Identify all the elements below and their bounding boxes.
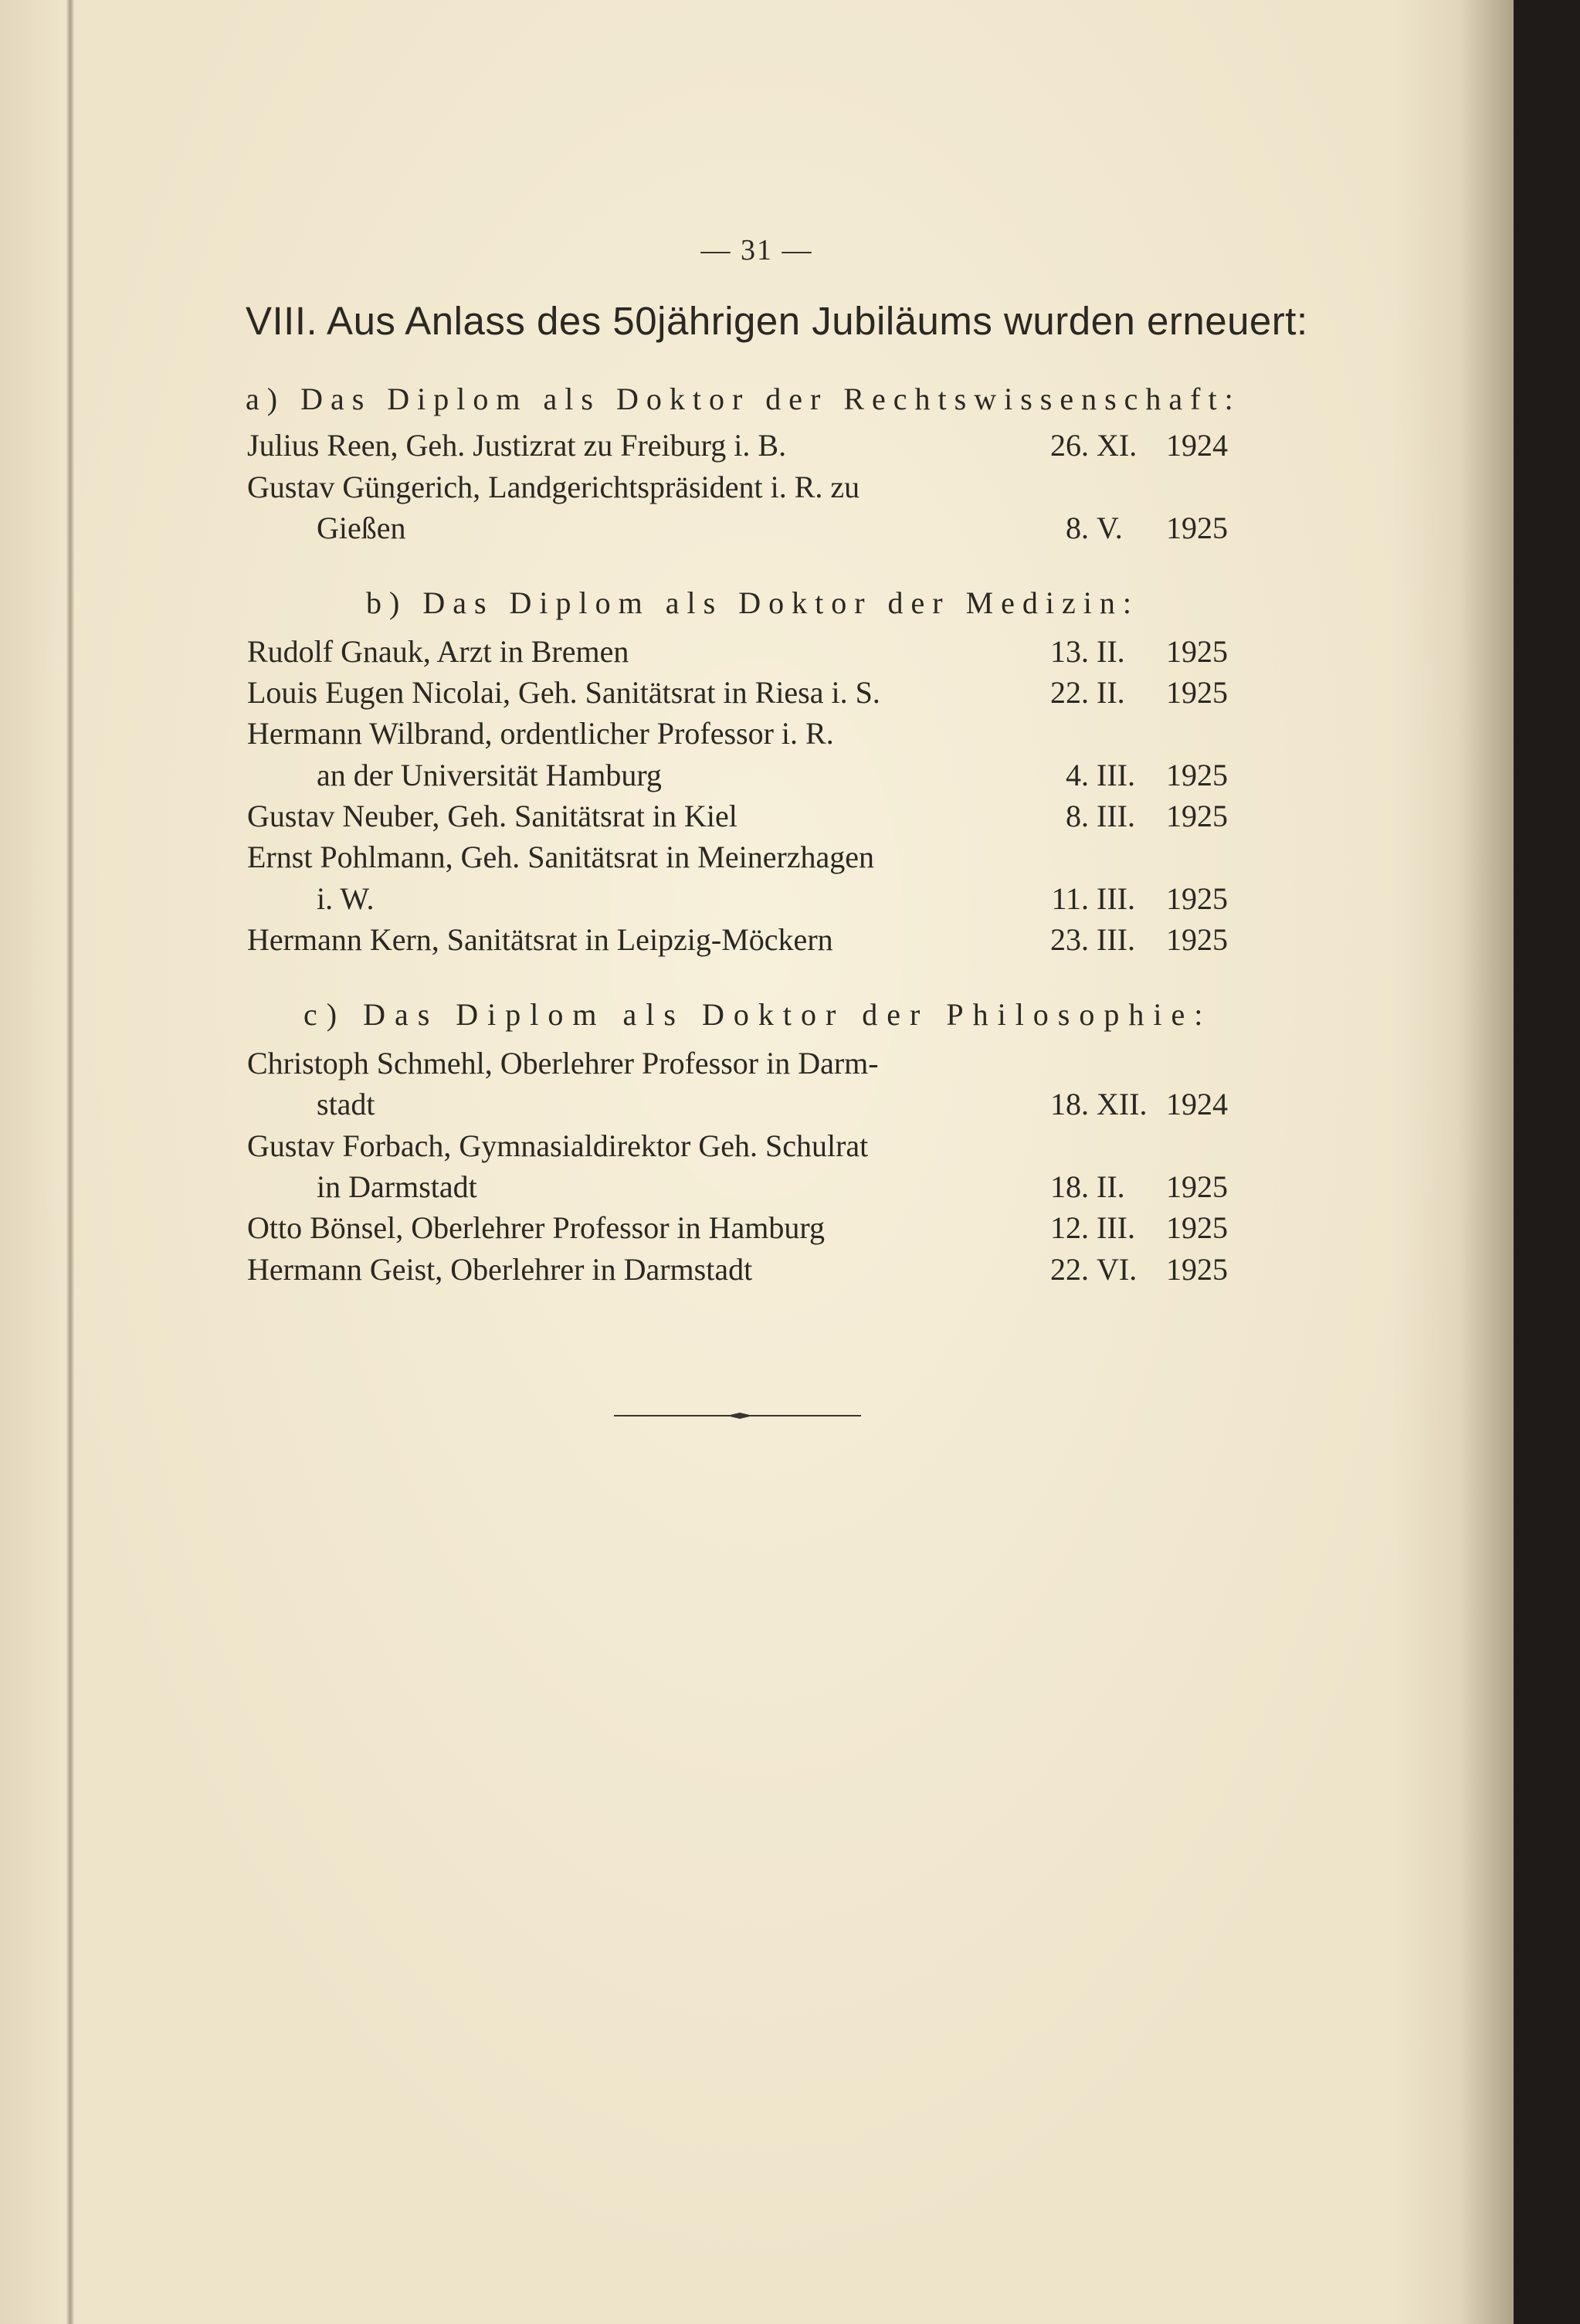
list-item xyxy=(247,510,1236,548)
entry-day: 22. xyxy=(1050,1252,1089,1287)
entry-day: 12. xyxy=(1050,1210,1089,1245)
entry-month: II. xyxy=(1097,675,1125,710)
entry-name: Hermann Kern, Sanitätsrat in Leipzig-Möckern xyxy=(247,922,833,957)
list-item xyxy=(247,921,1236,960)
list-item xyxy=(247,633,1236,672)
entry-day: 11. xyxy=(1051,881,1089,916)
entry-year: 1925 xyxy=(1166,758,1228,792)
entry-day: 18. xyxy=(1050,1087,1089,1121)
list-item xyxy=(247,839,1236,877)
entry-name: Gießen xyxy=(317,511,406,545)
entry-month: XI. xyxy=(1097,428,1138,463)
entry-year: 1925 xyxy=(1166,1169,1228,1204)
entry-name: an der Universität Hamburg xyxy=(317,758,662,792)
list-item xyxy=(247,674,1236,713)
entry-name: Gustav Neuber, Geh. Sanitätsrat in Kiel xyxy=(247,799,737,833)
section-b-title: b) Das Diplom als Doktor der Medizin: xyxy=(366,585,1139,620)
section-a-title: a) Das Diplom als Doktor der Rechtswissenschaft: xyxy=(246,382,1241,416)
entry-month: II. xyxy=(1097,1169,1125,1204)
entry-month: VI. xyxy=(1097,1252,1138,1287)
entry-year: 1925 xyxy=(1166,511,1228,545)
entry-name: Rudolf Gnauk, Arzt in Bremen xyxy=(247,634,629,669)
list-item xyxy=(247,798,1236,836)
entry-name: in Darmstadt xyxy=(317,1169,477,1204)
entry-day: 22. xyxy=(1050,675,1089,710)
section-c-title: c) Das Diplom als Doktor der Philosophie: xyxy=(303,997,1212,1032)
list-item xyxy=(247,880,1236,919)
list-item xyxy=(247,1209,1236,1248)
list-item xyxy=(247,469,1236,507)
entry-month: III. xyxy=(1097,758,1135,792)
list-item xyxy=(247,1128,1236,1166)
ornament-diamond xyxy=(727,1413,753,1419)
end-ornament xyxy=(614,1412,861,1420)
list-item xyxy=(247,1045,1236,1084)
entry-name: Otto Bönsel, Oberlehrer Professor in Hamburg xyxy=(247,1210,826,1245)
entry-name: Hermann Wilbrand, ordentlicher Professor i. R. xyxy=(247,716,834,751)
entry-name: Gustav Forbach, Gymnasialdirektor Geh. Schulrat xyxy=(247,1128,869,1163)
list-item xyxy=(247,1251,1236,1290)
entry-month: III. xyxy=(1097,1210,1135,1245)
list-item xyxy=(247,1086,1236,1125)
entry-name: Julius Reen, Geh. Justizrat zu Freiburg i. B. xyxy=(247,428,787,463)
entry-name: i. W. xyxy=(317,881,375,916)
page-gutter xyxy=(66,0,74,2324)
entry-day: 23. xyxy=(1050,922,1089,957)
entry-month: XII. xyxy=(1097,1087,1148,1121)
entry-day: 26. xyxy=(1050,428,1089,463)
page-number: — 31 — xyxy=(700,234,813,266)
book-edge xyxy=(1514,0,1580,2324)
list-item xyxy=(247,1169,1236,1207)
entry-month: III. xyxy=(1097,799,1135,833)
entry-day: 18. xyxy=(1050,1169,1089,1204)
entry-year: 1925 xyxy=(1166,922,1228,957)
entry-name: Louis Eugen Nicolai, Geh. Sanitätsrat in Riesa i. S. xyxy=(247,675,880,710)
entry-year: 1924 xyxy=(1166,428,1228,463)
entry-year: 1925 xyxy=(1166,881,1228,916)
entry-year: 1925 xyxy=(1166,1252,1228,1287)
entry-month: II. xyxy=(1097,634,1125,669)
entry-day: 4. xyxy=(1066,758,1089,792)
entry-year: 1924 xyxy=(1166,1087,1228,1121)
section-heading: VIII. Aus Anlass des 50jährigen Jubiläums wurden erneuert: xyxy=(246,299,1308,343)
entry-name: stadt xyxy=(317,1087,375,1121)
entry-day: 8. xyxy=(1066,511,1089,545)
entry-month: III. xyxy=(1097,922,1135,957)
entry-day: 8. xyxy=(1066,799,1089,833)
list-item xyxy=(247,427,1236,466)
page-edge-shadow xyxy=(1460,0,1514,2324)
entry-year: 1925 xyxy=(1166,634,1228,669)
entry-month: V. xyxy=(1097,511,1123,545)
entry-name: Ernst Pohlmann, Geh. Sanitätsrat in Meinerzhagen xyxy=(247,840,875,874)
entry-year: 1925 xyxy=(1166,799,1228,833)
entry-name: Gustav Güngerich, Landgerichtspräsident i. R. zu xyxy=(247,470,860,504)
entry-name: Hermann Geist, Oberlehrer in Darmstadt xyxy=(247,1252,753,1287)
entry-year: 1925 xyxy=(1166,1210,1228,1245)
entry-month: III. xyxy=(1097,881,1135,916)
list-item xyxy=(247,757,1236,796)
list-item xyxy=(247,715,1236,754)
entry-day: 13. xyxy=(1050,634,1089,669)
entry-name: Christoph Schmehl, Oberlehrer Professor in Darm- xyxy=(247,1046,879,1081)
entry-year: 1925 xyxy=(1166,675,1228,710)
